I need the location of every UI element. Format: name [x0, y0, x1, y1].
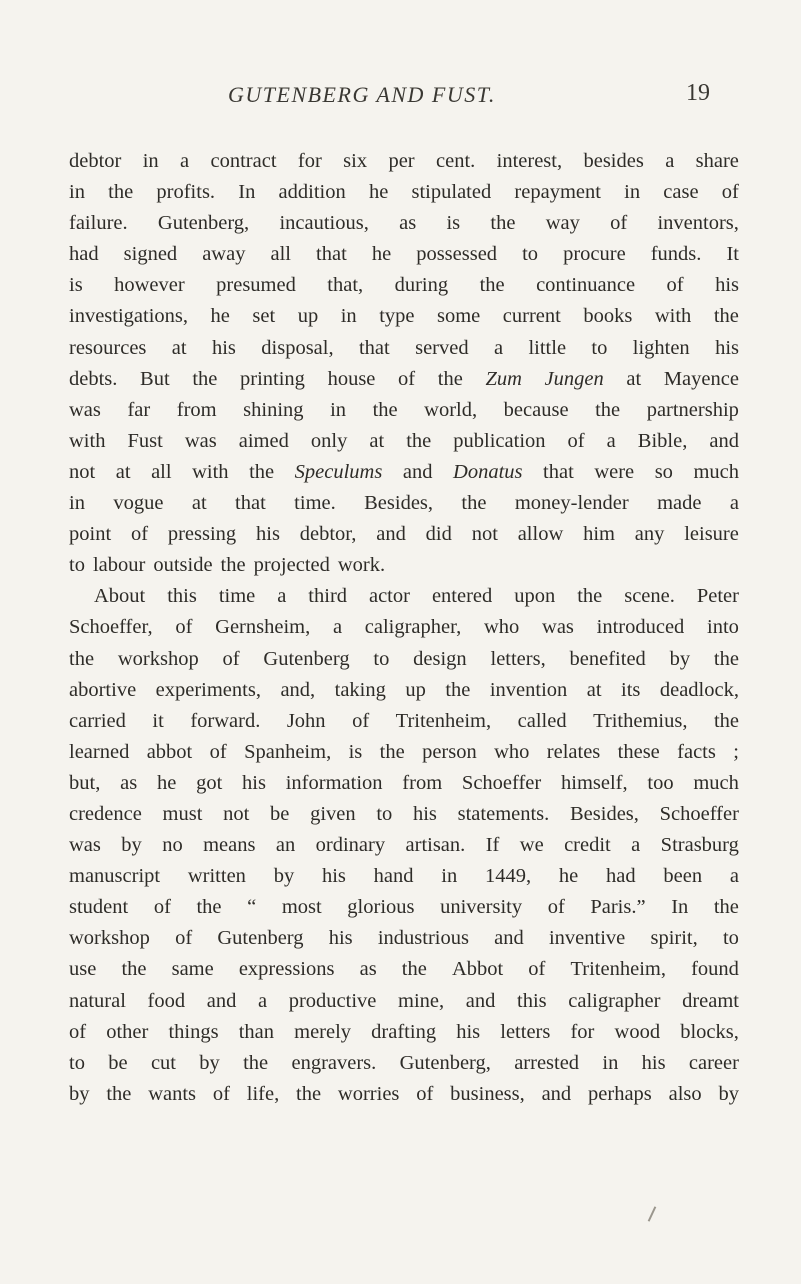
text-line: investigations, he set up in type some current books with the: [69, 305, 739, 328]
text-line: to labour outside the projected work.: [69, 554, 386, 577]
text-line: but, as he got his information from Schoeffer himself, too much: [69, 771, 739, 794]
text-line: resources at his disposal, that served a little to lighten his: [69, 336, 739, 359]
text-line: natural food and a productive mine, and this caligrapher dreamt: [69, 989, 739, 1012]
page-number: 19: [686, 80, 710, 106]
text-line: About this time a third actor entered upon the scene. Peter: [94, 585, 739, 608]
text-line: student of the “ most glorious university of Paris.” In the: [69, 896, 739, 919]
text-line: manuscript written by his hand in 1449, he had been a: [69, 865, 739, 888]
text-line: use the same expressions as the Abbot of Tritenheim, found: [69, 958, 739, 981]
text-line: in vogue at that time. Besides, the money-lender made a: [69, 492, 739, 515]
text-line: Schoeffer, of Gernsheim, a caligrapher, who was introduced into: [69, 616, 739, 639]
text-line: with Fust was aimed only at the publication of a Bible, and: [69, 429, 739, 452]
text-line: learned abbot of Spanheim, is the person who relates these facts ;: [69, 740, 739, 763]
text-line: was far from shining in the world, because the partnership: [69, 398, 739, 421]
text-line: failure. Gutenberg, incautious, as is the way of inventors,: [69, 212, 739, 235]
text-line: abortive experiments, and, taking up the invention at its deadlock,: [69, 678, 739, 701]
text-line: the workshop of Gutenberg to design letters, benefited by the: [69, 647, 739, 670]
text-line: had signed away all that he possessed to procure funds. It: [69, 243, 739, 266]
text-line: of other things than merely drafting his letters for wood blocks,: [69, 1020, 739, 1043]
text-line: by the wants of life, the worries of business, and perhaps also by: [69, 1082, 739, 1105]
running-title: GUTENBERG AND FUST.: [228, 82, 496, 107]
text-line: debtor in a contract for six per cent. interest, besides a share: [69, 150, 739, 172]
text-line: credence must not be given to his statements. Besides, Schoeffer: [69, 802, 739, 825]
print-mark: [648, 1206, 657, 1221]
text-line: to be cut by the engravers. Gutenberg, arrested in his career: [69, 1051, 739, 1074]
text-line: point of pressing his debtor, and did not allow him any leisure: [69, 523, 739, 546]
text-line: is however presumed that, during the continuance of his: [69, 274, 739, 297]
text-line: in the profits. In addition he stipulated repayment in case of: [69, 181, 739, 204]
text-line: was by no means an ordinary artisan. If we credit a Strasburg: [69, 834, 739, 857]
body-text: [69, 146, 739, 1110]
text-line: carried it forward. John of Tritenheim, called Trithemius, the: [69, 709, 739, 732]
text-line: not at all with the Speculums and Donatus that were so much: [69, 460, 739, 483]
text-line: debts. But the printing house of the Zum Jungen at Mayence: [69, 367, 739, 390]
text-line: workshop of Gutenberg his industrious and inventive spirit, to: [69, 927, 739, 950]
